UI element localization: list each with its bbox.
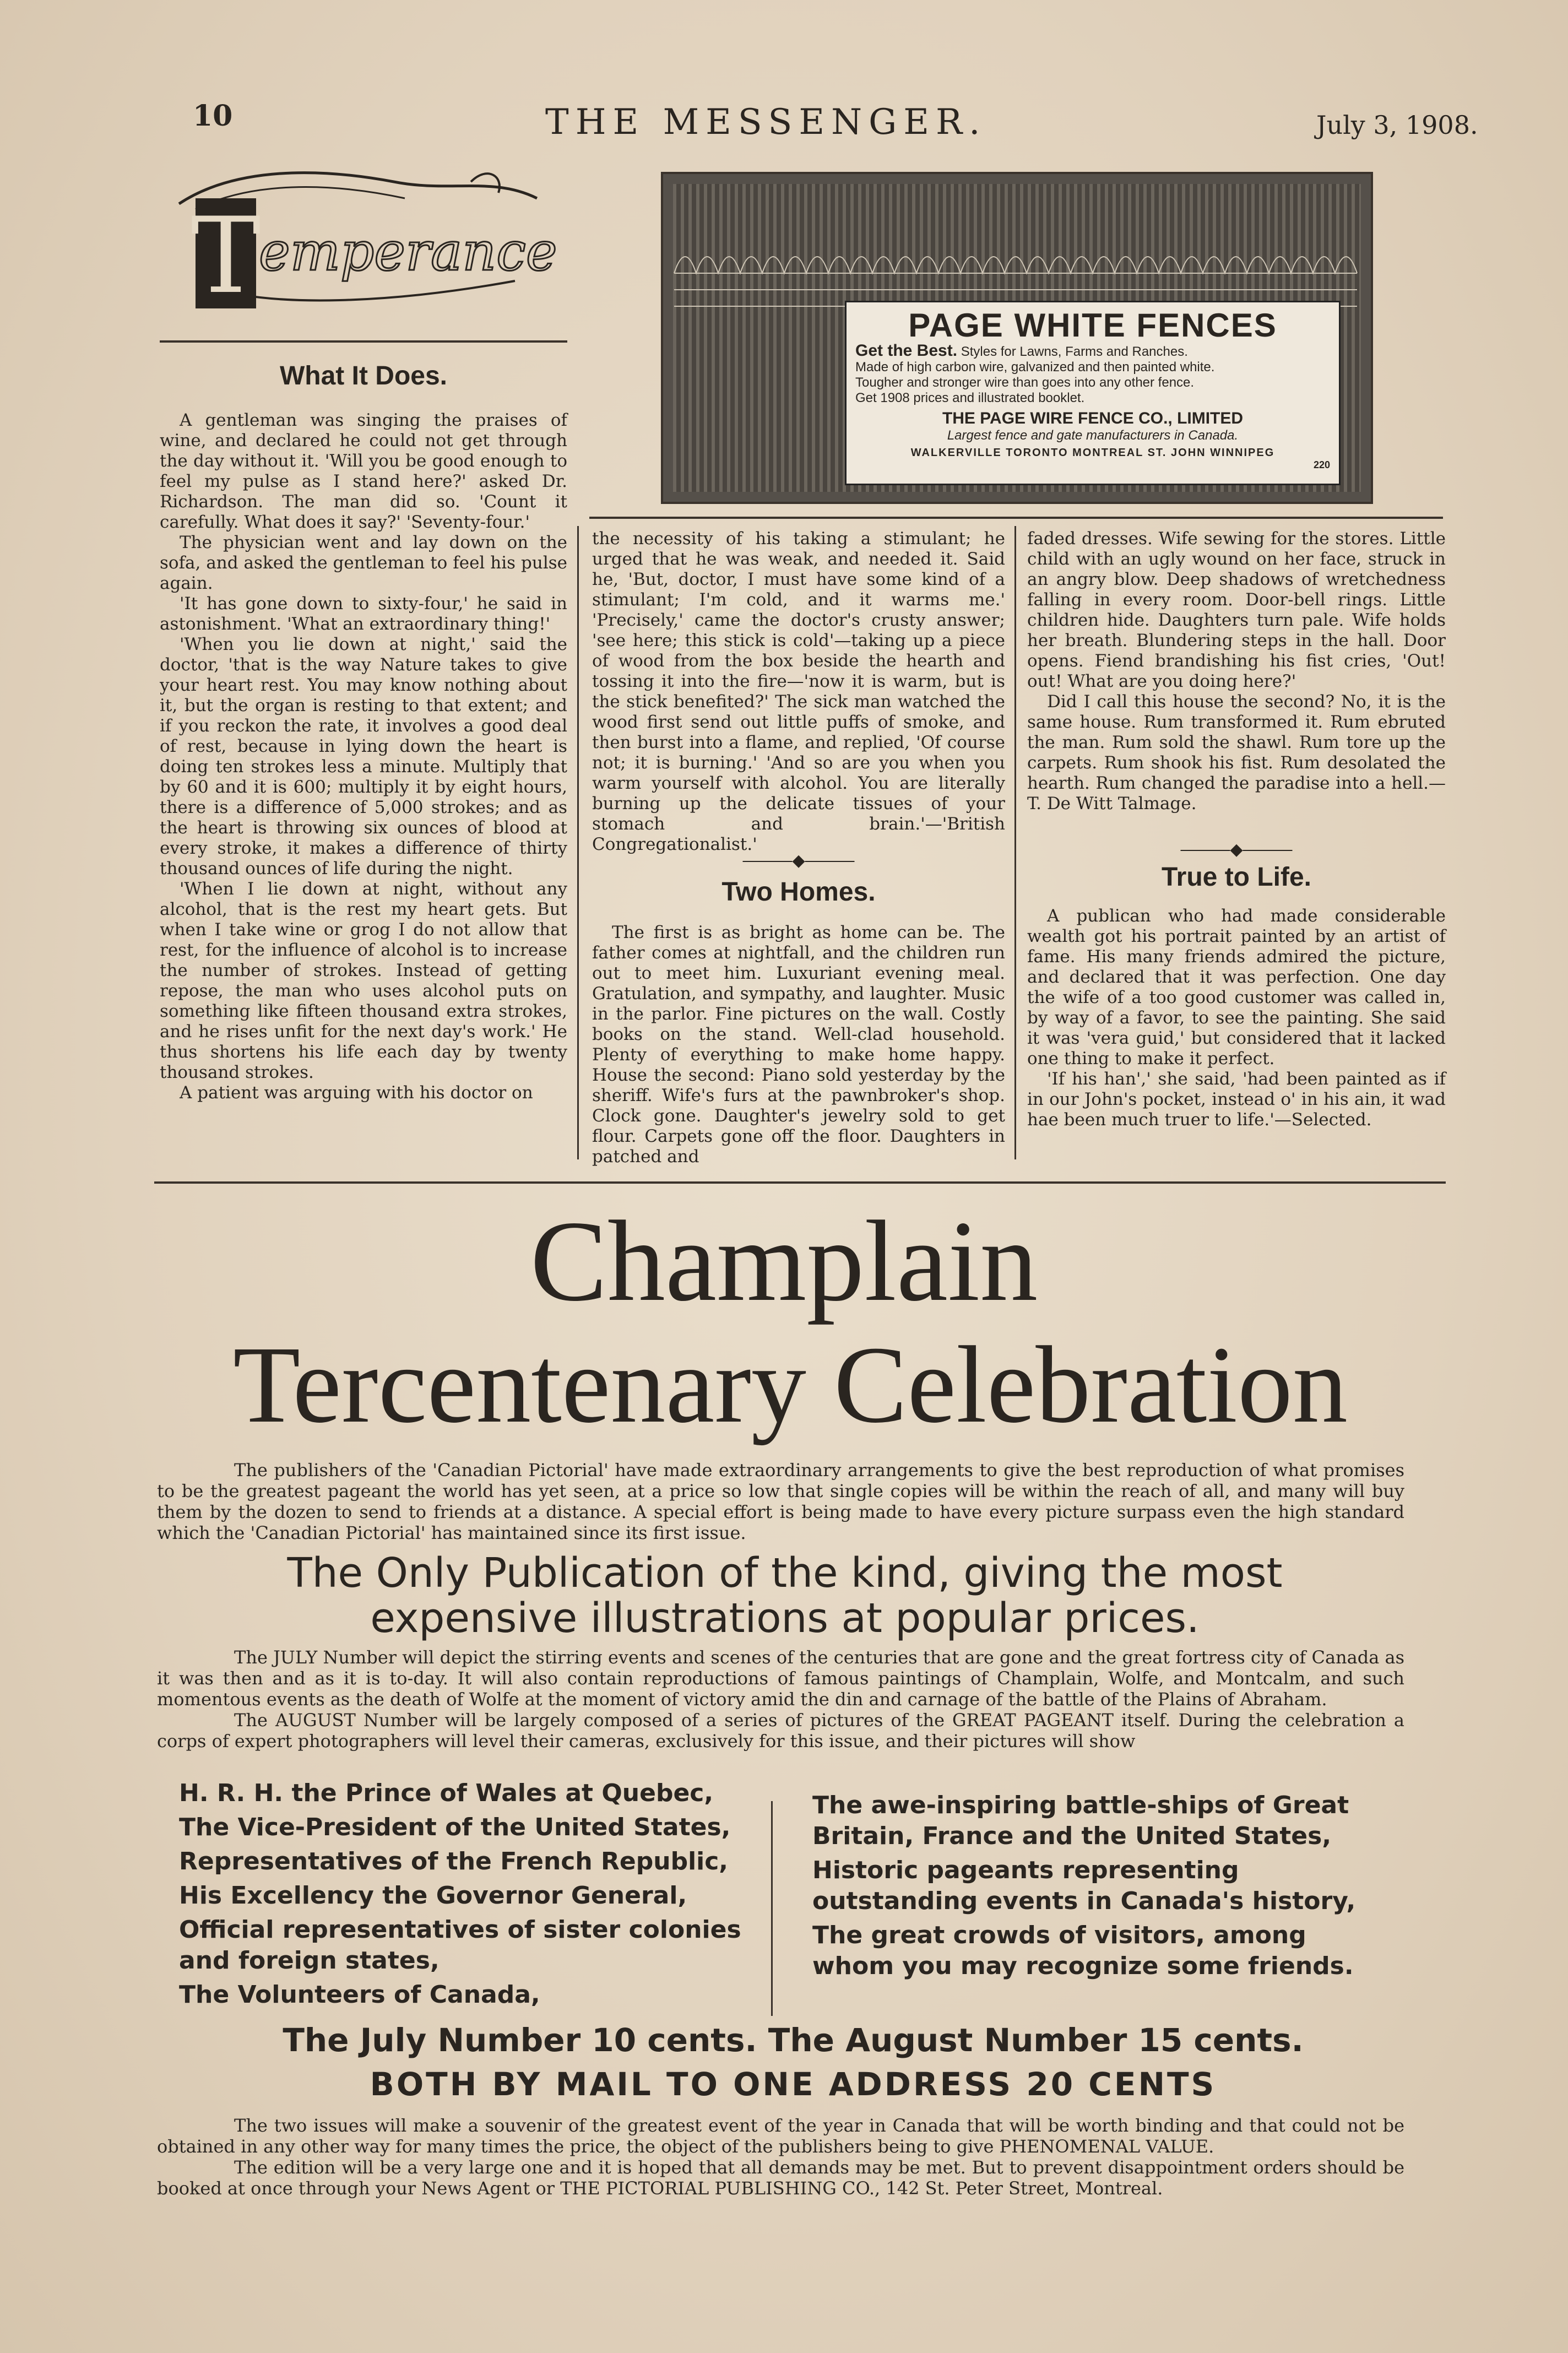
article-two-homes-col2: [592, 923, 1005, 1167]
right-feature-list: [812, 1790, 1385, 1985]
list-item: H. R. H. the Prince of Wales at Quebec,: [179, 1779, 714, 1807]
paragraph: 'When you lie down at night,' said the doctor, 'that is the way Nature takes to give your heart rest. You may know nothing about it, but the organ is resting to that extent; and if you reckon the rate, it involves a good deal of rest, because in lying down the heart is doing ten strokes less a minute. Multiply that by 60 and it is 600; multiply it by eight hours, there is a difference of 5,000 strokes; and as the heart is throwing six ounces of blood at every stroke, it makes a difference of thirty thousand ounces of life during the night.: [160, 635, 567, 879]
champlain-title: Champlain: [530, 1197, 1038, 1325]
divider-ornament: ―――◆―――: [742, 851, 855, 870]
list-item: Historic pageants representing outstanding events in Canada's history,: [812, 1856, 1356, 1915]
column-rule: [1014, 526, 1016, 1159]
paragraph: The publishers of the 'Canadian Pictorial' have made extraordinary arrangements to give the best reproduction of what promises to be the greatest pageant the world has yet seen, at a price so low that single copies will be within the reach of all, and many will buy them by the dozen to send to friends at a distance. A special effort is being made to have every picture surpass even the high standard which the 'Canadian Pictorial' has maintained since its first issue.: [157, 1460, 1404, 1543]
svg-text:emperance: emperance: [259, 221, 557, 283]
ad-line: Tougher and stronger wire than goes into any other fence.: [855, 375, 1195, 390]
issue-date: July 3, 1908.: [1316, 110, 1478, 140]
page-number: 10: [193, 99, 233, 133]
ad-subtitle: Largest fence and gate manufacturers in Canada.: [947, 428, 1239, 443]
paragraph: Did I call this house the second? No, it is the same house. Rum transformed it. Rum ebruted the man. Rum sold the shawl. Rum tore up the carpets. Rum shook his fist. Rum desolated the hearth. Rum changed the paradise into a hell.—T. De Witt Talmage.: [1027, 692, 1446, 814]
paragraph: A publican who had made considerable wealth got his portrait painted by an artist of fame. His many friends admired the picture, and declared that it was perfection. One day the wife of a too good customer was called in, by way of a favor, to see the painting. She said it was 'vera guid,' but considered that it lacked one thing to make it perfect.: [1027, 906, 1446, 1069]
champlain-closing: [157, 2115, 1404, 2199]
list-item: Official representatives of sister colonies and foreign states,: [179, 1916, 741, 1975]
ad-cities: WALKERVILLE TORONTO MONTREAL ST. JOHN WINNIPEG: [910, 447, 1275, 459]
section-rule: [154, 1181, 1446, 1184]
article-title-true-to-life: True to Life.: [1161, 863, 1311, 892]
left-feature-list: [179, 1778, 752, 2014]
paragraph: The JULY Number will depict the stirring events and scenes of the centuries that are gone and the great fortress city of Canada as it was then and as it is to-day. It will also contain reproductions of famous paintings of Champlain, Wolfe, and Montcalm, and such momentous events as the death of Wolfe at the moment of victory amid the din and carnage of the battle of the Plains of Abraham.: [157, 1647, 1404, 1710]
article-true-to-life: [1027, 906, 1446, 1130]
ad-lead-line: [855, 343, 1330, 360]
list-item: The great crowds of visitors, among whom you may recognize some friends.: [812, 1921, 1354, 1980]
paragraph: A gentleman was singing the praises of wine, and declared he could not get through the day without it. 'Will you be good enough to feel my pulse as I stand here?' asked Dr. Richardson. The man did so. 'Count it carefully. What does it say?' 'Seventy-four.': [160, 410, 567, 532]
paragraph: 'If his han',' she said, 'had been painted as if in our John's pocket, instead o' in his ain, it wad hae been much truer to life.'—Selected.: [1027, 1069, 1446, 1130]
paragraph: The two issues will make a souvenir of the greatest event of the year in Canada that will be worth binding and that could not be obtained in any other way for many times the price, the object of the publishers being to give PHENOMENAL VALUE.: [157, 2115, 1404, 2157]
article-title-what-it-does: What It Does.: [279, 361, 447, 391]
paragraph: The first is as bright as home can be. The father comes at nightfall, and the children run out to meet him. Luxuriant evening meal. Gratulation, and sympathy, and laughter. Music in the parlor. Fine pictures on the wall. Costly books on the stand. Well-clad household. Plenty of everything to make home happy. House the second: Piano sold yesterday by the sheriff. Wife's furs at the pawnbroker's shop. Clock gone. Daughter's jewelry sold to get flour. Carpets gone off the floor. Daughters in patched and: [592, 923, 1005, 1167]
ad-copy-box: [845, 301, 1341, 485]
tercentenary-title: Tercentenary Celebration: [233, 1324, 1348, 1446]
list-item: The awe-inspiring battle-ships of Great Britain, France and the United States,: [812, 1791, 1349, 1850]
mail-offer: BOTH BY MAIL TO ONE ADDRESS 20 CENTS: [370, 2065, 1217, 2103]
paragraph: 'When I lie down at night, without any alcohol, that is the rest my heart gets. But when I take wine or grog I do not allow that rest, for the influence of alcohol is to increase the number of strokes. Instead of getting repose, the man who uses alcohol puts on something like fifteen thousand extra strokes, and he rises unfit for the next day's work.' He thus shortens his life each day by twenty thousand strokes.: [160, 879, 567, 1082]
svg-text:T: T: [191, 195, 261, 317]
ad-title: PAGE WHITE FENCES: [908, 307, 1277, 344]
champlain-headline: The Only Publication of the kind, giving the most expensive illustrations at popular prices.: [287, 1549, 1283, 1642]
section-rule: [160, 340, 567, 343]
ad-lead: Get the Best.: [855, 341, 958, 360]
price-line: The July Number 10 cents. The August Number 15 cents.: [283, 2021, 1304, 2059]
list-item: The Volunteers of Canada,: [179, 1981, 540, 2009]
paragraph: The edition will be a very large one and it is hoped that all demands may be met. But to prevent disappointment orders should be booked at once through your News Agent or THE PICTORIAL PUBLISHING CO., 142 St. Peter Street, Montreal.: [157, 2157, 1404, 2199]
paragraph: the necessity of his taking a stimulant; he urged that he was weak, and needed it. Said he, 'But, doctor, I must have some kind of a stimulant; I'm cold, and it warms me.' 'Precisely,' came the doctor's crusty answer; 'see here; this stick is cold'—taking up a piece of wood from the box beside the hearth and tossing it into the fire—'now it is warm, but is the stick benefited?' The sick man watched the wood first send out little puffs of smoke, and then burst into a flame, and replied, 'Of course not; it is burning.' 'And so are you when you warm yourself with alcohol. You are literally burning up the delicate tissues of your stomach and brain.'—'British Congregationalist.': [592, 529, 1005, 854]
champlain-intro: [157, 1460, 1404, 1543]
article-title-two-homes: Two Homes.: [721, 877, 876, 907]
ad-rule: [589, 517, 1443, 519]
paragraph: A patient was arguing with his doctor on: [180, 1083, 533, 1103]
ad-line: Styles for Lawns, Farms and Ranches.: [961, 344, 1188, 359]
ad-line: Made of high carbon wire, galvanized and then painted white.: [855, 360, 1215, 375]
paragraph: The AUGUST Number will be largely composed of a series of pictures of the GREAT PAGEANT itself. During the celebration a corps of expert photographers will level their cameras, exclusively for this issue, and their pictures will show: [157, 1710, 1404, 1752]
divider-ornament: ―――◆―――: [1180, 840, 1293, 859]
column-rule: [577, 526, 579, 1159]
ad-code: 220: [1313, 459, 1330, 470]
temperance-logo: [162, 160, 570, 325]
ad-company: THE PAGE WIRE FENCE CO., LIMITED: [942, 409, 1244, 427]
article-what-it-does-col2: [592, 529, 1005, 855]
masthead: THE MESSENGER.: [545, 102, 987, 143]
list-item: The Vice-President of the United States,: [179, 1813, 731, 1841]
article-what-it-does-col1: [160, 410, 567, 1103]
article-two-homes-col3: [1027, 529, 1446, 814]
list-item: His Excellency the Governor General,: [179, 1882, 687, 1910]
page-fence-advertisement: [661, 172, 1373, 504]
paragraph: The physician went and lay down on the sofa, and asked the gentleman to feel his pulse again.: [160, 533, 567, 593]
list-item: Representatives of the French Republic,: [179, 1847, 729, 1875]
paragraph: faded dresses. Wife sewing for the stores. Little child with an ugly wound on her face, struck in an angry blow. Deep shadows of wretchedness falling in every room. Door-bell rings. Little children hide. Daughters turn pale. Wife holds her breath. Blundering steps in the hall. Door opens. Fiend brandishing his fist cries, 'Out! out! What are you doing here?': [1027, 529, 1446, 691]
ad-line: Get 1908 prices and illustrated booklet.: [855, 391, 1085, 405]
list-divider: [771, 1801, 773, 2016]
paragraph: 'It has gone down to sixty-four,' he said in astonishment. 'What an extraordinary thing!': [160, 594, 567, 634]
champlain-july-august: [157, 1647, 1404, 1752]
